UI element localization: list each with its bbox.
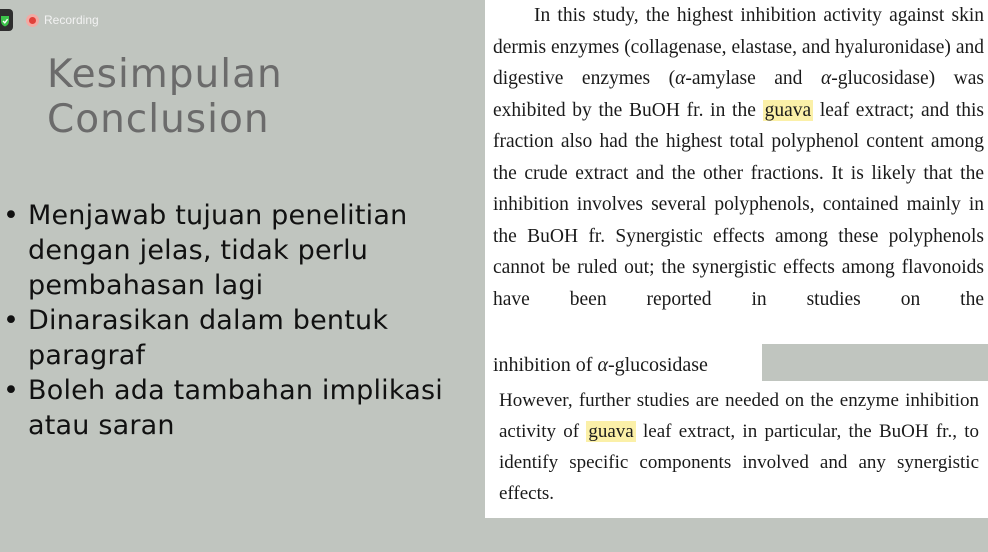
recording-label: Recording bbox=[44, 13, 99, 27]
highlight-guava: guava bbox=[588, 421, 634, 442]
paper-text: In this study, the highest inhibition activity against skin dermis enzymes (collagenase, elastase, and hyaluronidase) and digestive enzymes ( bbox=[493, 5, 984, 89]
paper-text: -glucosidase bbox=[607, 354, 708, 376]
recording-indicator[interactable] bbox=[26, 12, 99, 28]
shield-check-icon bbox=[0, 15, 12, 27]
paper-text: However, further studies are needed on the enzyme inhibition activity of bbox=[499, 390, 979, 442]
paper-text: inhibition of bbox=[493, 354, 598, 376]
bullet-item: • Menjawab tujuan penelitian dengan jelas, tidak perlu pembahasan lagi bbox=[0, 198, 480, 303]
security-shield-badge[interactable] bbox=[0, 9, 13, 31]
highlight-guava: guava bbox=[764, 99, 812, 121]
paper-text: leaf extract; and this fraction also had the highest total polyphenol content among the crude extract and the other fractions. It is likely that the inhibition involves several polyphenols, contained mainly in the BuOH fr. Synergistic effects among these polyphenols cannot be ruled out; the synergistic effects among flavonoids have been reported in studies on the bbox=[493, 99, 984, 310]
paper-excerpt bbox=[485, 0, 988, 518]
paper-text: -glucosidase) was exhibited by the BuOH fr. in the bbox=[493, 68, 985, 121]
alpha-symbol: α bbox=[597, 354, 608, 376]
paper-text: leaf extract, in particular, the BuOH fr., to identify specific components involved and any synergistic effects. bbox=[499, 421, 979, 504]
bullet-item: • Dinarasikan dalam bentuk paragraf bbox=[0, 303, 480, 373]
alpha-symbol: α bbox=[675, 68, 686, 89]
bullet-list bbox=[0, 198, 480, 443]
title-line-2: Conclusion bbox=[47, 97, 270, 142]
alpha-symbol: α bbox=[820, 68, 832, 89]
paper-text: -amylase and bbox=[685, 68, 821, 89]
crop-gap bbox=[762, 344, 988, 381]
record-icon bbox=[26, 14, 39, 27]
paper-paragraph-2 bbox=[499, 385, 979, 509]
paper-heading-line bbox=[493, 352, 708, 378]
slide-title bbox=[47, 52, 283, 142]
bullet-item: • Boleh ada tambahan implikasi atau saran bbox=[0, 373, 480, 443]
paper-paragraph-1 bbox=[493, 0, 984, 315]
title-line-1: Kesimpulan bbox=[47, 52, 283, 97]
